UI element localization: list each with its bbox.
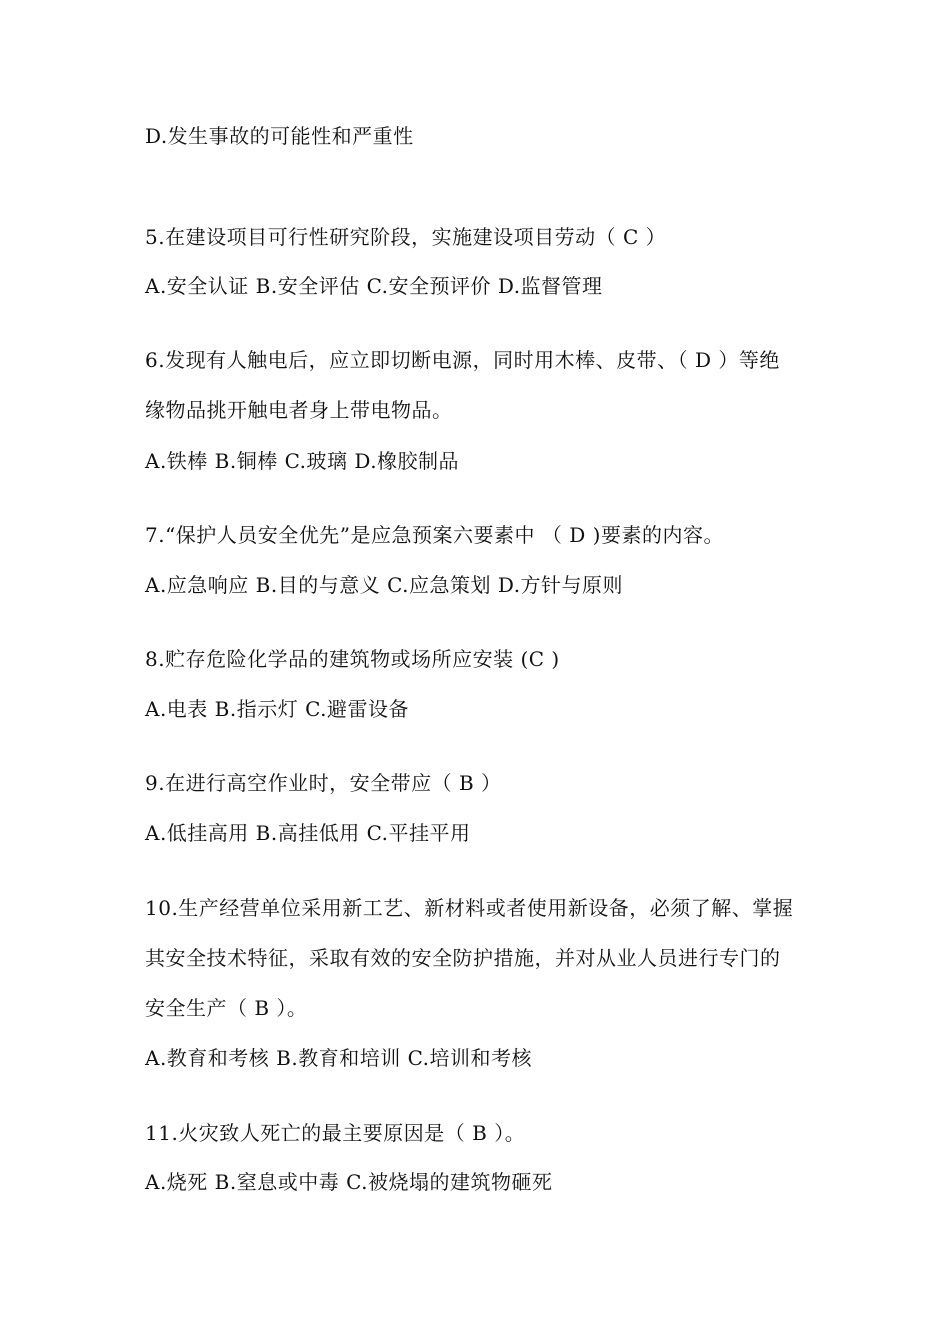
q11-question: 11.火灾致人死亡的最主要原因是（ B ）。 bbox=[145, 1121, 526, 1145]
q10-question-line3: 安全生产（ B ）。 bbox=[145, 996, 308, 1020]
q6-question-line2: 缘物品挑开触电者身上带电物品。 bbox=[145, 398, 453, 422]
q9-question: 9.在进行高空作业时，安全带应（ B ） bbox=[145, 771, 502, 795]
q8-options: A.电表 B.指示灯 C.避雷设备 bbox=[145, 697, 410, 721]
q5-question: 5.在建设项目可行性研究阶段，实施建设项目劳动（ C ） bbox=[145, 225, 667, 249]
q10-question-line1: 10.生产经营单位采用新工艺、新材料或者使用新设备，必须了解、掌握 bbox=[145, 896, 794, 920]
q10-options: A.教育和考核 B.教育和培训 C.培训和考核 bbox=[145, 1046, 533, 1070]
q7-options: A.应急响应 B.目的与意义 C.应急策划 D.方针与原则 bbox=[145, 573, 624, 597]
q11-options: A.烧死 B.窒息或中毒 C.被烧塌的建筑物砸死 bbox=[145, 1170, 553, 1194]
q10-question-line2: 其安全技术特征，采取有效的安全防护措施，并对从业人员进行专门的 bbox=[145, 946, 781, 970]
q4-option-d: D.发生事故的可能性和严重性 bbox=[145, 124, 414, 148]
q8-question: 8.贮存危险化学品的建筑物或场所应安装 (C ) bbox=[145, 647, 560, 671]
q9-options: A.低挂高用 B.高挂低用 C.平挂平用 bbox=[145, 821, 471, 845]
q6-options: A.铁棒 B.铜棒 C.玻璃 D.橡胶制品 bbox=[145, 449, 460, 473]
q7-question: 7.“保护人员安全优先”是应急预案六要素中 （ D )要素的内容。 bbox=[145, 523, 724, 547]
q5-options: A.安全认证 B.安全评估 C.安全预评价 D.监督管理 bbox=[145, 274, 603, 298]
q6-question-line1: 6.发现有人触电后，应立即切断电源，同时用木棒、皮带、（ D ）等绝 bbox=[145, 348, 780, 372]
